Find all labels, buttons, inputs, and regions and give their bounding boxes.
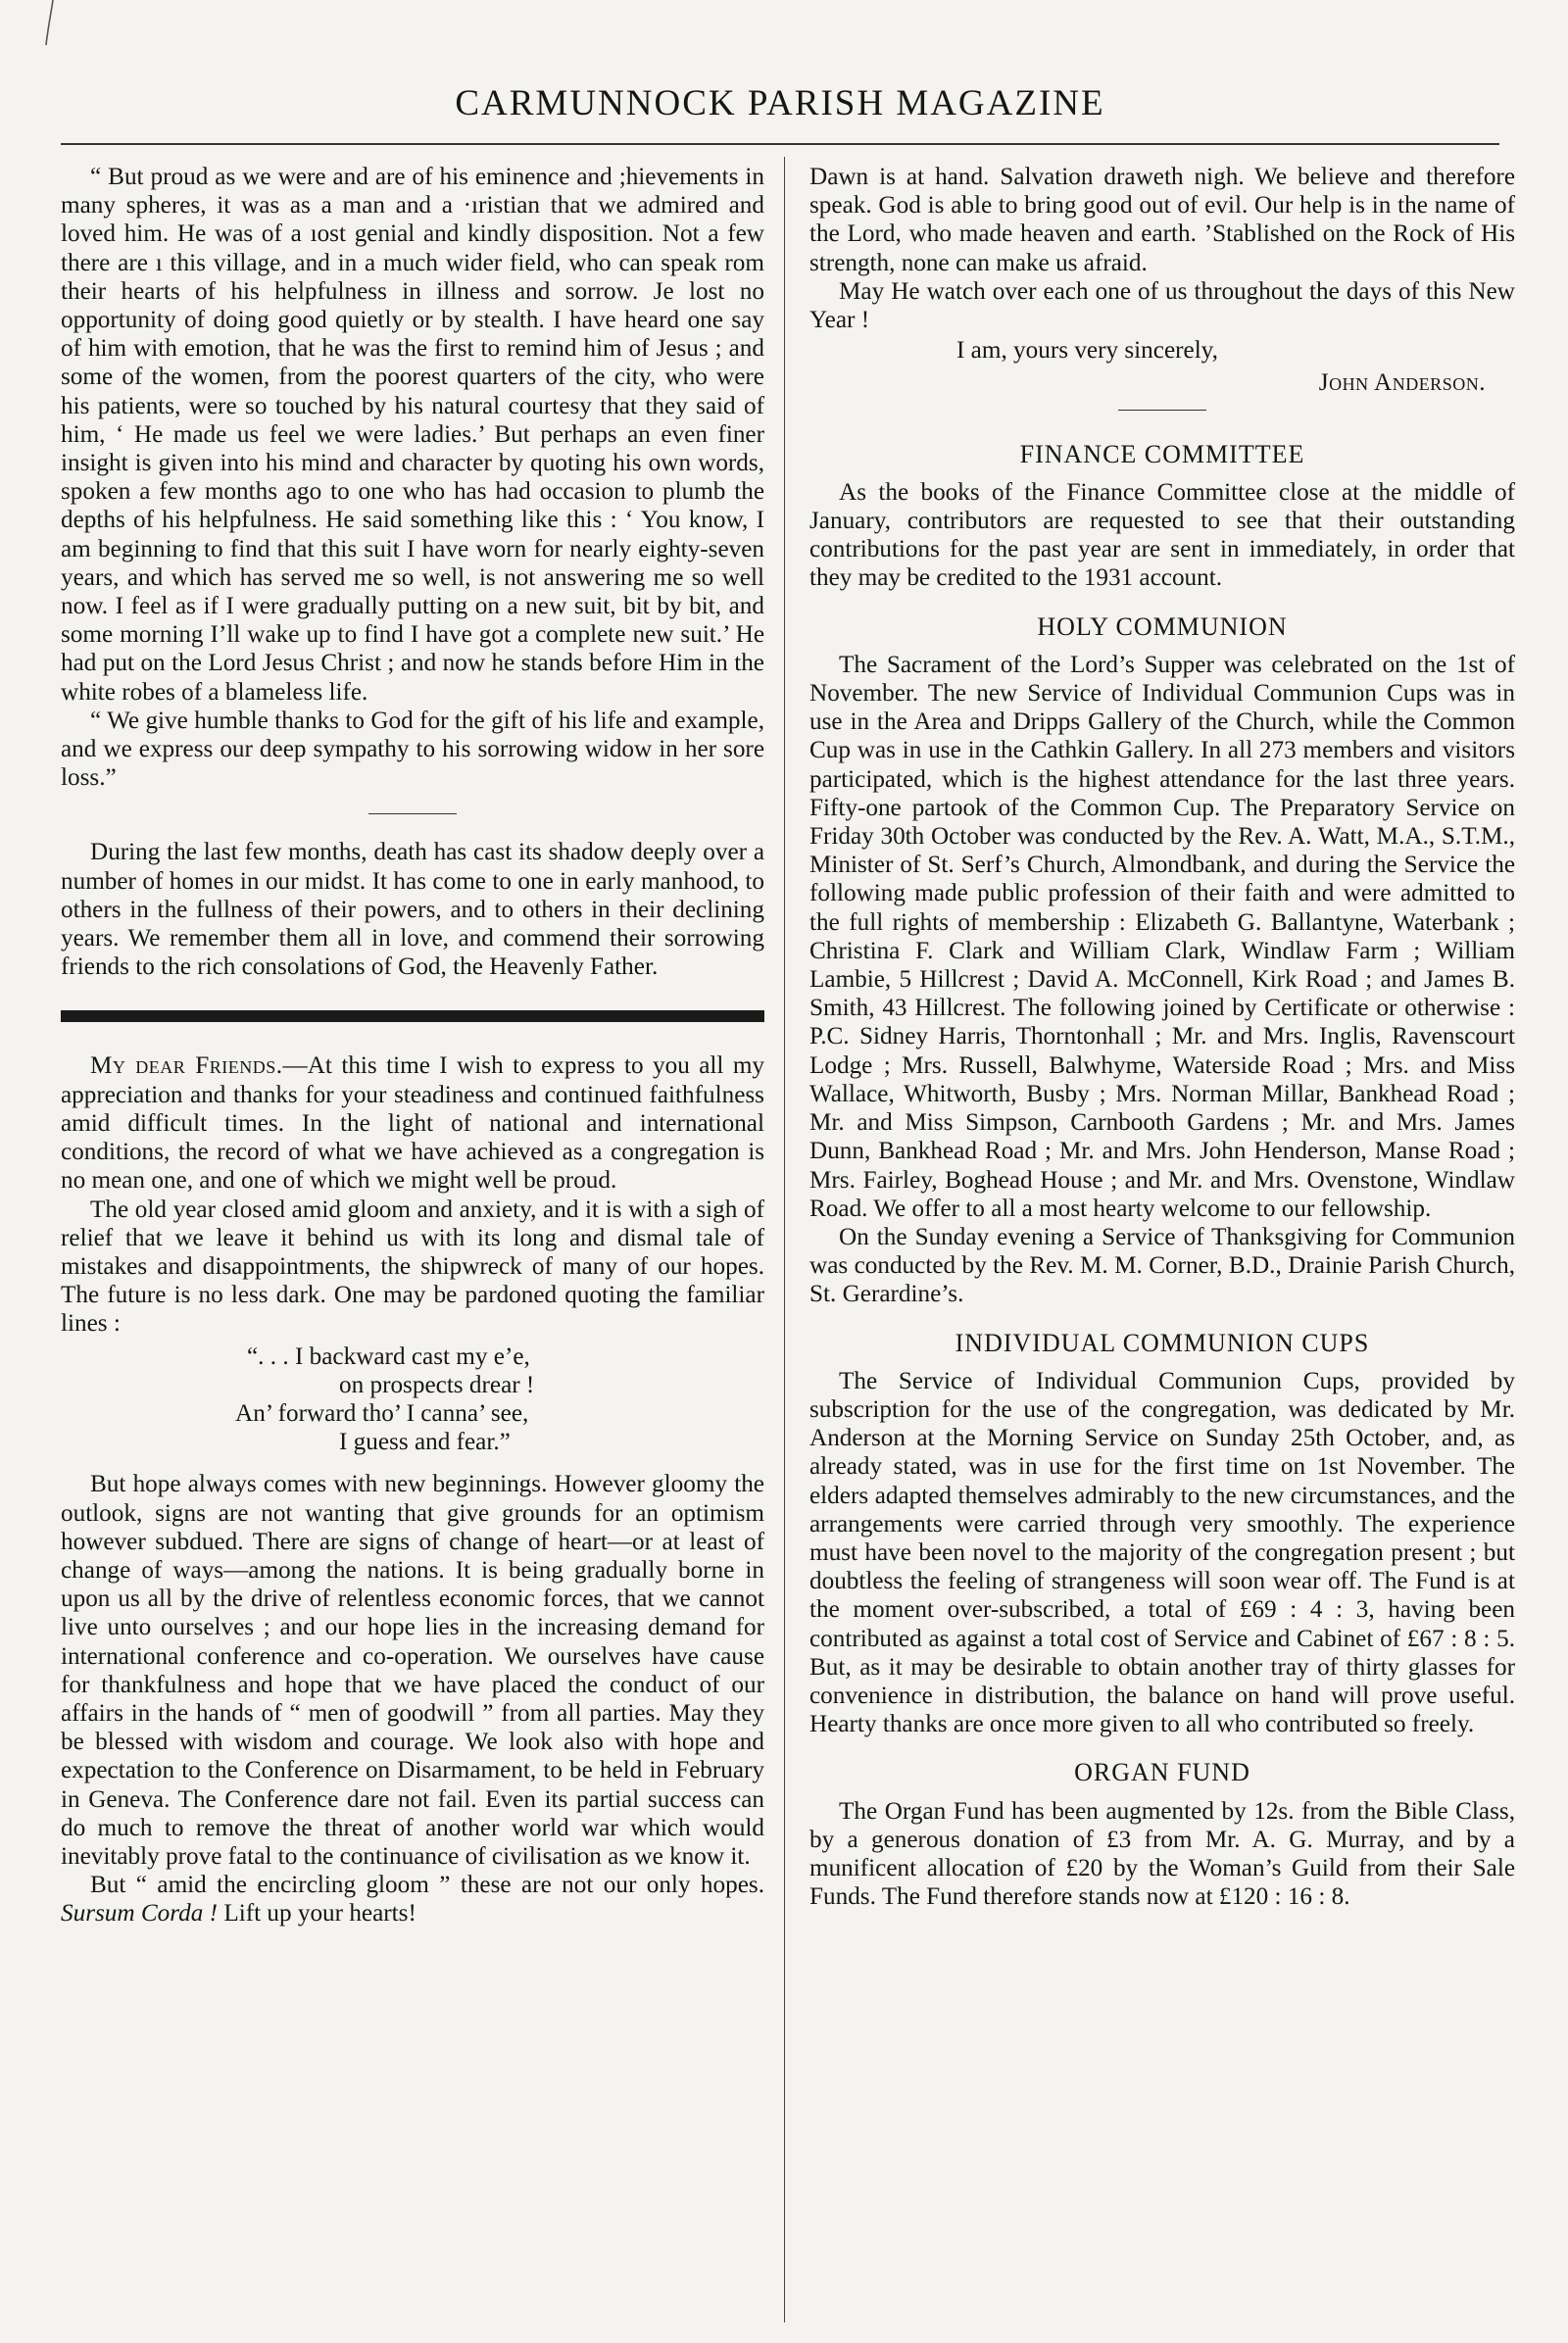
letter-paragraph: [61, 1871, 764, 1928]
letter-salutation: My dear Friends.: [90, 1052, 283, 1080]
latin-phrase: Sursum Corda !: [61, 1900, 219, 1928]
death-paragraph: During the last few months, death has cast its shadow deeply over a number of homes in our midst. It has come to one in early manhood, to others in the fullness of their powers, and to others in their declining years. We remember them all in love, and commend their sorrowing friends to the rich consolations of God, the Heavenly Father.: [61, 839, 764, 981]
cups-paragraph: The Service of Individual Communion Cups, provided by subscription for the use of the congregation, was dedicated by Mr. Anderson at the Morning Service on Sunday 25th October, and, as already stated, was in use for the first time on 1st November. The elders adapted themselves admirably to the new circumstances, and the arrangements were carried through very smoothly. The experience must have been novel to the majority of the congregation present ; but doubtless the feeling of strangeness will soon wear off. The Fund is at the moment over-subscribed, a total of £69 : 4 : 3, having been contributed as against a total cost of Service and Cabinet of £67 : 8 : 5. But, as it may be desirable to obtain another tray of thirty glasses for convenience in distribution, the balance on hand will prove useful. Hearty thanks are once more given to all who contributed so freely.: [809, 1367, 1515, 1738]
column-divider: [784, 157, 785, 2322]
left-column: [61, 163, 764, 1928]
masthead-rule: [61, 143, 1499, 145]
communion-paragraph: The Sacrament of the Lord’s Supper was celebrated on the 1st of November. The new Service of Individual Communion Cups was in use in the Area and Dripps Gallery of the Church, while the Common Cup was in use in the Cathkin Gallery. In all 273 members and visitors participated, which is the highest attendance for the last three years. Fifty-one partook of the Common Cup. The Preparatory Service on Friday 30th October was conducted by the Rev. A. Watt, M.A., S.T.M., Minister of St. Serf’s Church, Almondbank, and during the Service the following made public profession of their faith and were admitted to the full rights of membership : Elizabeth G. Ballantyne, Waterbank ; Christina F. Clark and William Clark, Windlaw Farm ; William Lambie, 5 Hillcrest ; David A. McConnell, Kirk Road ; and James B. Smith, 43 Hillcrest. The following joined by Certificate or otherwise : P.C. Sidney Harris, Thorntonhall ; Mr. and Mrs. Inglis, Ravenscourt Lodge ; Mrs. Russell, Balwhyme, Waterside Road ; Mrs. and Miss Wallace, Whitworth, Busby ; Mrs. Norman Millar, Bankhead Road ; Mr. and Miss Simpson, Carnbooth Gardens ; Mr. and Mrs. James Dunn, Bankhead Road ; Mr. and Mrs. John Henderson, Manse Road ; Mrs. Fairley, Boghead House ; and Mr. and Mrs. Ovenstone, Windlaw Road. We offer to all a most hearty welcome to our fellowship.: [809, 651, 1515, 1222]
organ-paragraph: The Organ Fund has been augmented by 12s. from the Bible Class, by a generous donation of £3 from Mr. A. G. Murray, and by a munificent allocation of £20 by the Woman’s Guild from their Sale Funds. The Fund therefore stands now at £120 : 16 : 8.: [809, 1797, 1515, 1911]
verse-quote: [61, 1342, 764, 1457]
letter-paragraph: The old year closed amid gloom and anxiety, and it is with a sigh of relief that we leave it behind us with its long and dismal tale of mistakes and disappointments, the shipwreck of many of our hopes. The future is no less dark. One may be pardoned quoting the familiar lines :: [61, 1196, 764, 1338]
verse-line: An’ forward tho’ I canna’ see,: [235, 1399, 529, 1427]
letter-paragraph: [61, 1051, 764, 1195]
section-rule: [368, 813, 457, 814]
tribute-paragraph: “ We give humble thanks to God for the gift of his life and example, and we express our deep sympathy to his sorrowing widow in her sore loss.”: [61, 707, 764, 792]
right-column: [809, 163, 1515, 1911]
letter-signature: John Anderson.: [1318, 369, 1486, 397]
section-heading: INDIVIDUAL COMMUNION CUPS: [955, 1328, 1370, 1357]
letter-text: Lift up your hearts!: [223, 1900, 416, 1928]
letter-paragraph: But hope always comes with new beginnings. However gloomy the outlook, signs are not wanting that give grounds for an optimism however subdued. There are signs of change of heart—or at least of change of ways—among the nations. It is being gradually borne in upon us all by the drive of relentless economic forces, that we cannot live unto ourselves ; and our hope lies in the increasing demand for international conference and co-operation. We ourselves have cause for thankfulness and hope that we have placed the conduct of our affairs in the hands of “ men of goodwill ” from all parties. May they be blessed with wisdom and courage. We look also with hope and expectation to the Conference on Disarmament, to be held in February in Geneva. The Conference dare not fail. Even its partial success can do much to remove the threat of another world war which would inevitably prove fatal to the continuance of civilisation as we know it.: [61, 1471, 764, 1870]
letter-closing: I am, yours very sincerely,: [956, 337, 1218, 365]
section-heading: HOLY COMMUNION: [1037, 611, 1288, 641]
verse-line: “. . . I backward cast my e’e,: [247, 1342, 530, 1370]
pen-mark: [39, 0, 59, 49]
masthead-title: CARMUNNOCK PARISH MAGAZINE: [455, 83, 1105, 123]
letter-continuation: Dawn is at hand. Salvation draweth nigh. We believe and therefore speak. God is able to bring good out of evil. Our help is in the name of the Lord, who made heaven and earth. ’Stablished on the Rock of His strength, none can make us afraid.: [809, 164, 1515, 276]
communion-paragraph: On the Sunday evening a Service of Thanksgiving for Communion was conducted by the Rev. M. M. Corner, B.D., Drainie Parish Church, St. Gerardine’s.: [809, 1223, 1515, 1308]
section-heading: ORGAN FUND: [1074, 1758, 1250, 1787]
verse-line: I guess and fear.”: [339, 1429, 511, 1456]
heavy-rule: [61, 1010, 764, 1022]
letter-text: But “ amid the encircling gloom ” these are not our only hopes.: [90, 1872, 764, 1899]
finance-paragraph: As the books of the Finance Committee close at the middle of January, contributors are requested to see that their outstanding contributions for the past year are sent in immediately, in order that they may be credited to the 1931 account.: [809, 478, 1515, 592]
verse-line: on prospects drear !: [339, 1371, 535, 1398]
tribute-paragraph: “ But proud as we were and are of his eminence and ;hievements in many spheres, it was as a man and a ·ıristian that we admired and loved him. He was of a ıost genial and kindly disposition. Not a few there are ı this village, and in a much wider field, who can speak rom their hearts of his helpfulness in illness and sorrow. Je lost no opportunity of doing good quietly or by stealth. I have heard one say of him with emotion, that he was the first to remind him of Jesus ; and some of the women, from the poorest quarters of the city, who were his patients, were so touched by his natural courtesy that they said of him, ‘ He made us feel we were ladies.’ But perhaps an even finer insight is given into his mind and character by quoting his own words, spoken a few months ago to one who has had occasion to plumb the depths of his helpfulness. He said something like this : ‘ You know, I am beginning to find that this suit I have worn for nearly eighty-seven years, and which has served me so well, is not answering me so well now. I feel as if I were gradually putting on a new suit, bit by bit, and some morning I’ll wake up to find I have got a complete new suit.’ He had put on the Lord Jesus Christ ; and now he stands before Him in the white robes of a blameless life.: [61, 164, 764, 706]
section-rule: [1118, 410, 1206, 411]
letter-blessing: May He watch over each one of us throughout the days of this New Year !: [809, 277, 1515, 334]
letter-text: —At this time I wish to express to you all my appreciation and thanks for your steadiness and continued faithfulness amid difficult times. In the light of national and international conditions, the record of what we have achieved as a congregation is no mean one, and one of which we might well be proud.: [61, 1052, 765, 1195]
section-heading: FINANCE COMMITTEE: [1019, 439, 1305, 468]
